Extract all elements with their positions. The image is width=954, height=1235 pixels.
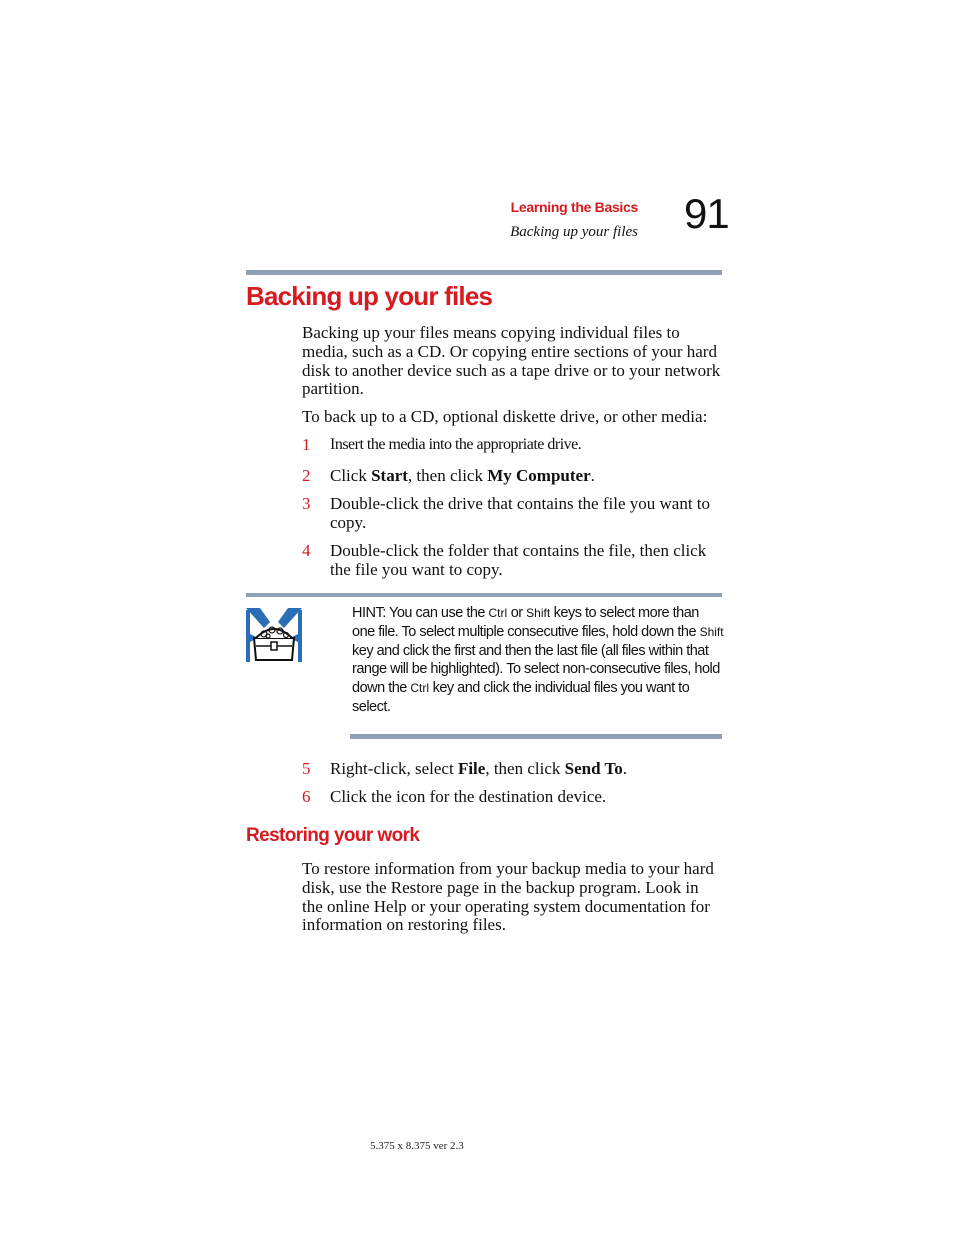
key-label: Ctrl: [488, 606, 508, 620]
step-4: [302, 542, 722, 580]
title-rule: [246, 270, 722, 275]
restore-paragraph: To restore information from your backup media to your hard disk, use the Restore page in the backup program. Look in the online Help or your operating system documentation for information on restoring files.: [302, 859, 714, 935]
hint-text: HINT: You can use the Ctrl or Shift keys to select more than one file. To select multiple consecutive files, hold down the Shift key and click the first and then the last file (all files within that range will be highlighted). To select non-consecutive files, hold down the Ctrl key and click the individual files you want to select.: [352, 605, 724, 715]
running-header-section: Backing up your files: [510, 224, 638, 240]
step-text: Click Start, then click My Computer.: [330, 466, 595, 485]
step-2: [302, 467, 722, 486]
ui-term: Start: [371, 466, 408, 485]
page-footer: 5.375 x 8.375 ver 2.3: [370, 1140, 464, 1152]
step-number: 4: [302, 541, 311, 560]
key-label: Ctrl: [410, 681, 430, 696]
ui-term: My Computer: [487, 466, 591, 485]
running-header-chapter: Learning the Basics: [510, 199, 638, 215]
hint-bottom-rule: [350, 734, 722, 739]
step-number: 6: [302, 787, 311, 806]
intro-lead-in: To back up to a CD, optional diskette drive, or other media:: [302, 407, 708, 426]
section-heading: Restoring your work: [246, 825, 420, 846]
intro-paragraph: Backing up your files means copying individual files to media, such as a CD. Or copying entire sections of your hard disk to another device such as a tape drive or to your network partition.: [302, 323, 721, 399]
treasure-chest-icon: [246, 608, 302, 664]
step-1: [302, 436, 722, 455]
step-number: 2: [302, 466, 311, 485]
step-number: 3: [302, 494, 311, 513]
step-5: [302, 760, 722, 779]
step-text: Right-click, select File, then click Send To.: [330, 759, 628, 778]
ui-term: Send To: [564, 759, 623, 778]
page-number: 91: [684, 190, 729, 237]
step-number: 1: [302, 435, 311, 454]
step-text: Click the icon for the destination device.: [330, 787, 607, 806]
step-text: Double-click the folder that contains the file, then click the file you want to copy.: [330, 541, 707, 579]
step-3: [302, 495, 722, 533]
step-6: [302, 788, 722, 807]
step-number: 5: [302, 759, 311, 778]
step-text: Double-click the drive that contains the file you want to copy.: [330, 494, 711, 532]
key-label: Shift: [526, 606, 551, 620]
ui-term: File: [457, 759, 486, 778]
key-label: Shift: [699, 624, 724, 639]
page-title: Backing up your files: [246, 281, 493, 311]
step-text: Insert the media into the appropriate drive.: [330, 436, 582, 453]
hint-top-rule: [246, 593, 722, 597]
